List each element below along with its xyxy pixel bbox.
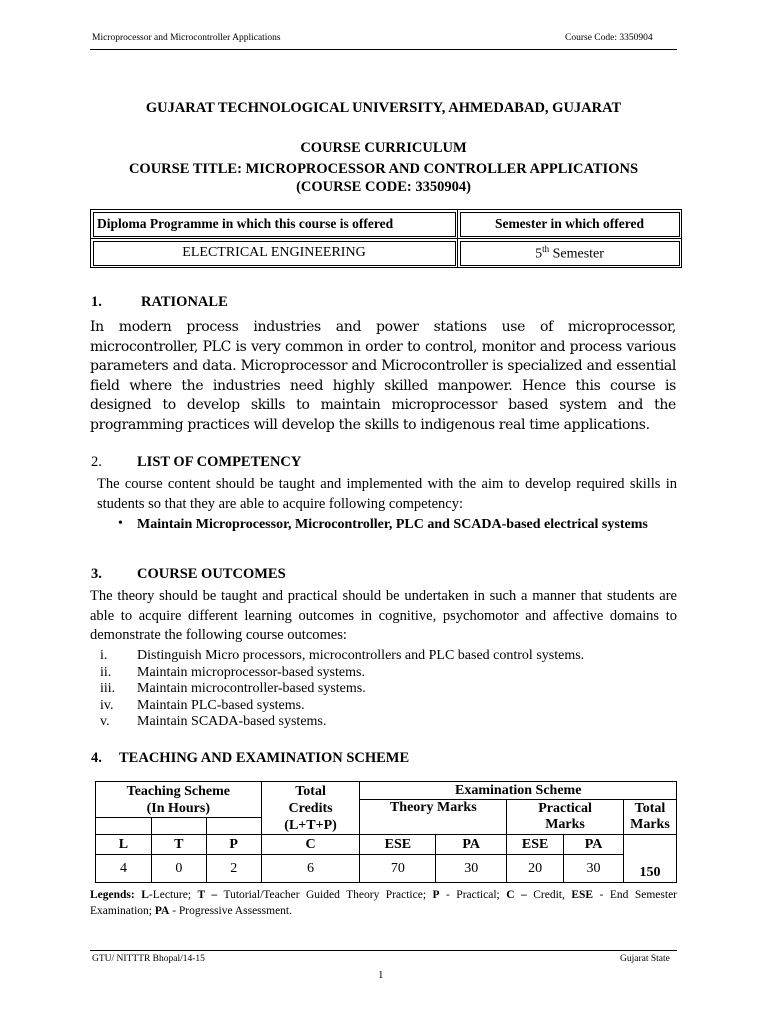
value-P: 2 [206, 855, 261, 883]
programme-header: Diploma Programme in which this course is offered [91, 210, 458, 239]
section2-number: 2. [91, 454, 102, 470]
list-item: iv. Maintain PLC-based systems. [100, 697, 305, 713]
competency-bullet: Maintain Microprocessor, Microcontroller, PLC and SCADA-based electrical systems [137, 517, 648, 532]
col-practical-ese: ESE [507, 835, 564, 855]
value-theory-ese: 70 [360, 855, 436, 883]
total-marks-header: Total Marks [623, 800, 676, 835]
section4-title: TEACHING AND EXAMINATION SCHEME [119, 750, 410, 766]
outcomes-list [100, 648, 584, 731]
legend-text: Legends: L-Lecture; T – Tutorial/Teacher Guided Theory Practice; P - Practical; C – Credit, ESE - End Semester Examination; PA - Progressive Assessment. [90, 889, 678, 917]
col-practical-pa: PA [564, 835, 624, 855]
university-title: GUJARAT TECHNOLOGICAL UNIVERSITY, AHMEDABAD, GUJARAT [145, 100, 622, 116]
value-T: 0 [151, 855, 206, 883]
col-theory-ese: ESE [360, 835, 436, 855]
value-C: 6 [261, 855, 360, 883]
footer-right: Gujarat State [620, 954, 670, 964]
col-L: L [96, 835, 152, 855]
total-value: 150 [623, 835, 676, 883]
section3-title: COURSE OUTCOMES [137, 566, 286, 582]
section2-title: LIST OF COMPETENCY [137, 454, 302, 470]
exam-scheme-header: Examination Scheme [360, 782, 677, 800]
value-theory-pa: 30 [436, 855, 507, 883]
col-P: P [206, 835, 261, 855]
curriculum-title: COURSE CURRICULUM [300, 140, 467, 156]
semester-value: 5th Semester [458, 239, 682, 268]
list-item: i. Distinguish Micro processors, microcontrollers and PLC based control systems. [100, 648, 585, 663]
programme-value: ELECTRICAL ENGINEERING [91, 239, 458, 268]
total-credits-header: Total Credits (L+T+P) [261, 782, 360, 835]
section1-number: 1. [91, 294, 102, 310]
value-practical-pa: 30 [564, 855, 624, 883]
col-C: C [261, 835, 360, 855]
section1-title: RATIONALE [141, 294, 228, 310]
course-title: COURSE TITLE: MICROPROCESSOR AND CONTROLLER APPLICATIONS [128, 161, 639, 177]
section3-number: 3. [91, 566, 102, 582]
outcomes-text: The theory should be taught and practical should be undertaken in such a manner that students are able to acquire different learning outcomes in cognitive, psychomotor and affective domains to demonstrate the following course outcomes: [90, 588, 677, 643]
bullet-icon: • [118, 516, 123, 531]
page-number: 1 [378, 969, 384, 981]
section4-number: 4. [91, 750, 102, 766]
value-L: 4 [96, 855, 152, 883]
value-practical-ese: 20 [507, 855, 564, 883]
practical-marks-header: Practical Marks [507, 800, 624, 835]
semester-header: Semester in which offered [458, 210, 682, 239]
footer-rule [90, 950, 677, 951]
programme-table [90, 209, 682, 268]
rationale-text: In modern process industries and power stations use of microprocessor, microcontroller, PLC is very common in order to control, monitor and process various parameters and data. Microprocessor and Microcontroller is specialized and essential field where the industries need highly skilled manpower. Hence this course is designed to develop skills to maintain microprocessor based system and the programming practices will develop the skills to indigenous real time applications. [90, 319, 676, 433]
theory-marks-header: Theory Marks [360, 800, 507, 835]
header-right: Course Code: 3350904 [565, 33, 653, 43]
col-theory-pa: PA [436, 835, 507, 855]
header-left: Microprocessor and Microcontroller Applications [92, 33, 281, 43]
list-item: v. Maintain SCADA-based systems. [100, 714, 327, 730]
teaching-scheme-header: Teaching Scheme (In Hours) [96, 782, 262, 818]
header-rule [90, 49, 677, 50]
course-code: (COURSE CODE: 3350904) [296, 179, 471, 195]
col-T: T [151, 835, 206, 855]
competency-text: The course content should be taught and implemented with the aim to develop required skills in students so that they are able to acquire following competency: [97, 476, 677, 512]
list-item: iii. Maintain microcontroller-based systems. [100, 681, 366, 697]
scheme-table [95, 781, 677, 883]
list-item: ii. Maintain microprocessor-based systems. [100, 664, 365, 680]
footer-left: GTU/ NITTTR Bhopal/14-15 [92, 954, 205, 964]
